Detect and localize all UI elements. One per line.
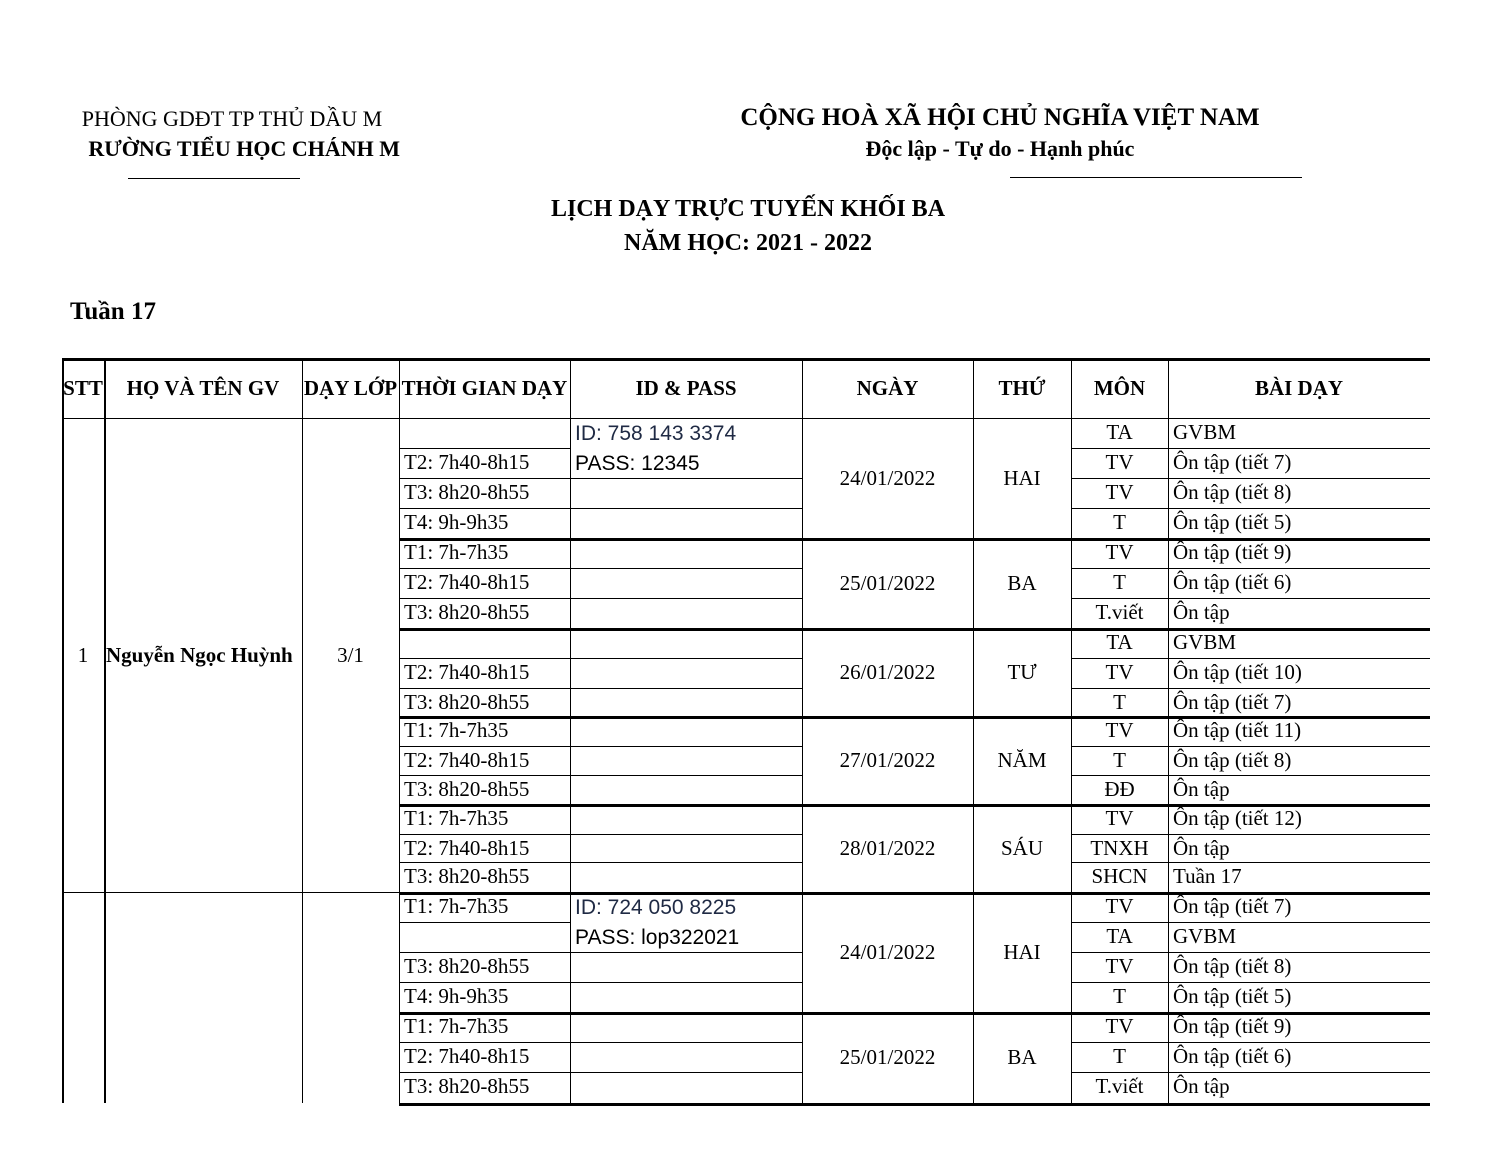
date-cell: 26/01/2022	[839, 659, 936, 684]
row-divider	[570, 982, 802, 983]
schedule-table	[62, 358, 1430, 1103]
lesson-cell: Ôn tập (tiết 8)	[1173, 954, 1292, 978]
lesson-cell: Ôn tập	[1173, 1074, 1230, 1098]
lesson-cell: Ôn tập (tiết 6)	[1173, 1044, 1292, 1068]
subject-cell: T.viết	[1095, 1074, 1144, 1098]
row-divider	[570, 834, 802, 835]
row-divider	[570, 1072, 802, 1073]
row-divider	[399, 1103, 570, 1106]
lesson-cell: Ôn tập (tiết 6)	[1173, 570, 1292, 594]
time-slot: T3: 8h20-8h55	[404, 954, 530, 978]
row-divider	[570, 952, 802, 953]
col-subject-header: MÔN	[1093, 376, 1146, 400]
row-divider	[570, 1012, 802, 1015]
time-slot: T1: 7h-7h35	[404, 894, 509, 918]
meeting-pass: PASS: 12345	[575, 452, 700, 475]
time-slot: T1: 7h-7h35	[404, 718, 509, 742]
department-name: PHÒNG GDĐT TP THỦ DẦU M	[81, 106, 383, 131]
class-cell: 3/1	[337, 642, 364, 667]
col-teacher-name-header: HỌ VÀ TÊN GV	[126, 376, 280, 400]
subject-cell: T.viết	[1095, 600, 1144, 624]
col-id-pass-header: ID & PASS	[635, 376, 737, 400]
lesson-cell: Tuần 17	[1173, 864, 1242, 888]
time-slot: T2: 7h40-8h15	[404, 660, 530, 684]
time-slot	[404, 628, 567, 658]
row-divider	[570, 628, 802, 631]
row-divider	[570, 538, 802, 541]
subject-cell: T	[1113, 570, 1126, 594]
time-slot: T3: 8h20-8h55	[404, 777, 530, 801]
time-slot: T3: 8h20-8h55	[404, 1074, 530, 1098]
lesson-cell: Ôn tập (tiết 8)	[1173, 748, 1292, 772]
col-class-header: DẠY LỚP	[303, 376, 398, 400]
subject-cell: T	[1113, 1044, 1126, 1068]
col-stt-header: STT	[63, 376, 103, 400]
row-divider	[570, 508, 802, 509]
time-slot: T1: 7h-7h35	[404, 1014, 509, 1038]
lesson-cell: Ôn tập (tiết 5)	[1173, 510, 1292, 534]
lesson-cell: Ôn tập (tiết 11)	[1173, 718, 1302, 742]
time-slot: T3: 8h20-8h55	[404, 690, 530, 714]
time-slot: T3: 8h20-8h55	[404, 480, 530, 504]
row-divider	[570, 775, 802, 776]
lesson-cell: Ôn tập	[1173, 777, 1230, 801]
column-divider	[399, 358, 400, 1103]
time-slot: T2: 7h40-8h15	[404, 1044, 530, 1068]
time-slot: T2: 7h40-8h15	[404, 570, 530, 594]
lesson-cell: Ôn tập	[1173, 600, 1230, 624]
class-cell	[302, 892, 399, 1103]
weekday-cell: TƯ	[1007, 659, 1037, 684]
right-header-rule	[1010, 177, 1302, 178]
school-year: NĂM HỌC: 2021 - 2022	[624, 230, 872, 256]
subject-cell: TA	[1106, 420, 1133, 444]
weekday-cell: HAI	[1003, 939, 1041, 964]
date-cell: 24/01/2022	[839, 939, 936, 964]
weekday-cell: BA	[1007, 1045, 1037, 1069]
lesson-cell: Ôn tập (tiết 9)	[1173, 1014, 1292, 1038]
subject-cell: TV	[1105, 1014, 1134, 1038]
subject-cell: TNXH	[1090, 836, 1149, 860]
date-cell: 28/01/2022	[839, 835, 936, 860]
table-top-border	[62, 358, 1430, 361]
weekday-cell: SÁU	[1000, 835, 1043, 860]
lesson-cell: Ôn tập (tiết 12)	[1173, 806, 1302, 830]
subject-cell: TV	[1105, 450, 1134, 474]
time-slot: T4: 9h-9h35	[404, 984, 509, 1008]
col-weekday-header: THỨ	[998, 376, 1046, 400]
time-slot	[404, 418, 567, 448]
teacher-name-cell: Nguyễn Ngọc Huỳnh	[106, 642, 293, 667]
stt-cell: 1	[77, 642, 89, 667]
row-divider	[570, 598, 802, 599]
column-divider	[570, 358, 571, 1103]
row-divider	[570, 568, 802, 569]
lesson-cell: Ôn tập (tiết 8)	[1173, 480, 1292, 504]
meeting-id: ID: 758 143 3374	[575, 422, 737, 445]
row-divider	[570, 1042, 802, 1043]
col-time-header: THỜI GIAN DẠY	[401, 376, 568, 400]
meeting-pass: PASS: lop322021	[575, 926, 740, 949]
col-date-header: NGÀY	[856, 376, 919, 400]
subject-cell: SHCN	[1091, 864, 1148, 888]
weekday-cell: HAI	[1003, 465, 1041, 490]
column-divider	[1168, 358, 1169, 1103]
row-divider	[1071, 1103, 1430, 1106]
meeting-id: ID: 724 050 8225	[575, 896, 737, 919]
date-cell: 25/01/2022	[839, 570, 936, 595]
lesson-cell: Ôn tập (tiết 5)	[1173, 984, 1292, 1008]
lesson-cell: Ôn tập (tiết 9)	[1173, 540, 1292, 564]
subject-cell: TA	[1106, 630, 1133, 654]
school-name: RƯỜNG TIỂU HỌC CHÁNH M	[88, 136, 400, 161]
time-slot: T3: 8h20-8h55	[404, 864, 530, 888]
document-title: LỊCH DẠY TRỰC TUYẾN KHỐI BA	[550, 196, 946, 222]
subject-cell: T	[1113, 690, 1126, 714]
time-slot: T2: 7h40-8h15	[404, 450, 530, 474]
lesson-cell: Ôn tập (tiết 7)	[1173, 450, 1292, 474]
subject-cell: TV	[1105, 660, 1134, 684]
row-divider	[570, 716, 802, 719]
row-divider	[570, 478, 802, 479]
row-divider	[570, 1103, 802, 1106]
subject-cell: ĐĐ	[1104, 777, 1135, 801]
date-cell: 24/01/2022	[839, 465, 936, 490]
subject-cell: T	[1113, 984, 1126, 1008]
lesson-cell: Ôn tập	[1173, 836, 1230, 860]
lesson-cell: Ôn tập (tiết 7)	[1173, 690, 1292, 714]
lesson-cell: GVBM	[1173, 420, 1237, 444]
row-divider	[570, 658, 802, 659]
subject-cell: TV	[1105, 894, 1134, 918]
lesson-cell: Ôn tập (tiết 10)	[1173, 660, 1302, 684]
time-slot: T4: 9h-9h35	[404, 510, 509, 534]
weekday-cell: NĂM	[997, 747, 1047, 772]
week-label: Tuần 17	[70, 298, 156, 325]
row-divider	[570, 688, 802, 689]
subject-cell: T	[1113, 748, 1126, 772]
time-slot: T3: 8h20-8h55	[404, 600, 530, 624]
teacher-name-cell	[106, 892, 301, 1103]
time-slot: T1: 7h-7h35	[404, 540, 509, 564]
group-divider	[802, 1103, 1071, 1106]
left-header-rule	[128, 178, 300, 179]
subject-cell: TV	[1105, 540, 1134, 564]
row-divider	[570, 746, 802, 747]
row-divider	[570, 862, 802, 863]
stt-cell	[62, 892, 104, 1103]
subject-cell: TA	[1106, 924, 1133, 948]
subject-cell: T	[1113, 510, 1126, 534]
lesson-cell: GVBM	[1173, 630, 1237, 654]
country-name: CỘNG HOÀ XÃ HỘI CHỦ NGHĨA VIỆT NAM	[740, 104, 1260, 131]
date-cell: 27/01/2022	[839, 747, 936, 772]
col-lesson-header: BÀI DẠY	[1254, 376, 1344, 400]
subject-cell: TV	[1105, 718, 1134, 742]
time-slot: T2: 7h40-8h15	[404, 748, 530, 772]
weekday-cell: BA	[1007, 570, 1037, 595]
row-divider	[570, 804, 802, 807]
motto: Độc lập - Tự do - Hạnh phúc	[865, 136, 1135, 161]
time-slot: T1: 7h-7h35	[404, 806, 509, 830]
date-cell: 25/01/2022	[839, 1045, 936, 1069]
lesson-cell: GVBM	[1173, 924, 1237, 948]
lesson-cell: Ôn tập (tiết 7)	[1173, 894, 1292, 918]
time-slot: T2: 7h40-8h15	[404, 836, 530, 860]
subject-cell: TV	[1105, 480, 1134, 504]
subject-cell: TV	[1105, 954, 1134, 978]
time-slot	[404, 922, 567, 952]
subject-cell: TV	[1105, 806, 1134, 830]
